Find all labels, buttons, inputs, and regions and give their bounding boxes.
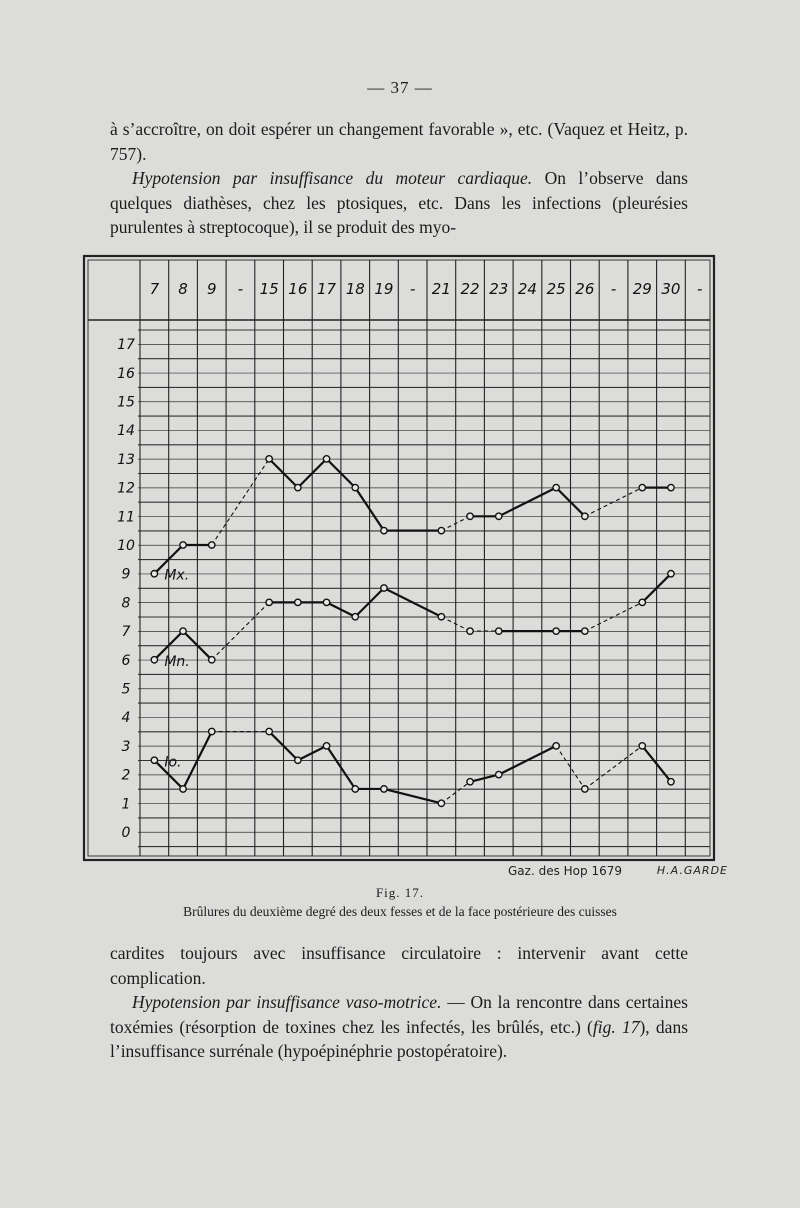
x-tick-label: 26 bbox=[575, 280, 595, 298]
data-point-mx bbox=[553, 484, 559, 490]
data-point-io bbox=[209, 728, 215, 734]
x-tick-label: - bbox=[409, 280, 416, 298]
x-tick-label: 23 bbox=[489, 280, 509, 298]
y-tick-label: 10 bbox=[117, 538, 135, 554]
x-tick-label: 24 bbox=[517, 280, 537, 298]
data-point-mn bbox=[180, 628, 186, 634]
x-tick-label: 15 bbox=[259, 280, 279, 298]
y-tick-label: 4 bbox=[121, 710, 131, 727]
y-tick-label: 3 bbox=[121, 738, 131, 755]
data-point-io bbox=[496, 771, 502, 777]
y-tick-label: 13 bbox=[117, 451, 135, 468]
y-tick-label: 1 bbox=[121, 796, 131, 813]
data-point-mx bbox=[381, 527, 387, 533]
series-label-io: Io. bbox=[164, 754, 182, 771]
y-tick-label: 15 bbox=[117, 394, 135, 411]
data-point-mx bbox=[151, 571, 157, 577]
top-line-2: (Vaquez et Heitz, p. 757). bbox=[110, 119, 688, 164]
x-tick-label: - bbox=[610, 280, 617, 298]
data-point-mn bbox=[639, 599, 645, 605]
data-point-mn bbox=[151, 657, 157, 663]
data-point-mn bbox=[668, 571, 674, 577]
top-paragraph bbox=[110, 117, 688, 240]
x-tick-label: 29 bbox=[632, 280, 652, 298]
data-point-mx bbox=[582, 513, 588, 519]
data-point-io bbox=[352, 786, 358, 792]
bottom-line-1: cardites toujours avec insuffisance circulatoire : intervenir avant cette complication. bbox=[110, 943, 688, 988]
y-tick-label: 0 bbox=[121, 825, 131, 841]
figure-reference: fig. 17 bbox=[592, 1016, 640, 1037]
data-point-mn bbox=[352, 614, 358, 620]
data-point-io bbox=[438, 800, 444, 806]
series-segment-io bbox=[384, 789, 441, 803]
credit-source: Gaz. des Hop 1679 bbox=[508, 864, 622, 878]
data-point-mx bbox=[668, 484, 674, 490]
bottom-text-2: ), dans l’insuffisance surrénale (hypoépinéphrie postopératoire). bbox=[110, 1016, 689, 1061]
y-tick-label: 7 bbox=[121, 624, 131, 641]
x-tick-label: 18 bbox=[345, 280, 365, 298]
data-point-mx bbox=[323, 456, 329, 462]
data-point-mn bbox=[209, 657, 215, 663]
data-point-io bbox=[323, 743, 329, 749]
section-heading-vaso-motrice: Hypotension par insuffisance vaso-motrice. bbox=[132, 992, 442, 1012]
data-point-mn bbox=[295, 599, 301, 605]
series-label-mn: Mn. bbox=[164, 653, 190, 670]
x-tick-label: 21 bbox=[431, 280, 451, 298]
bottom-paragraph bbox=[110, 941, 688, 1064]
data-point-mx bbox=[180, 542, 186, 548]
top-line-1: à s’accroître, on doit espérer un changement favorable », etc. bbox=[110, 119, 543, 139]
top-line-3: On l’observe dans quelques diathèses, chez les ptosiques, etc. Dans les infections (pleurésies purulentes à streptocoque), il se produit des myo- bbox=[110, 168, 688, 237]
data-point-io bbox=[295, 757, 301, 763]
series-segment-io bbox=[585, 746, 642, 789]
data-point-io bbox=[151, 757, 157, 763]
x-tick-label: 8 bbox=[178, 280, 188, 298]
data-point-io bbox=[180, 786, 186, 792]
page-number: — 37 — bbox=[367, 78, 433, 97]
y-tick-label: 12 bbox=[117, 480, 135, 497]
section-heading-cardiaque: Hypotension par insuffisance du moteur cardiaque. bbox=[132, 168, 533, 188]
data-point-mn bbox=[496, 628, 502, 634]
y-tick-label: 14 bbox=[117, 423, 135, 440]
y-tick-label: 2 bbox=[121, 767, 131, 784]
data-point-io bbox=[582, 786, 588, 792]
x-tick-label: - bbox=[696, 280, 703, 298]
data-point-mn bbox=[553, 628, 559, 634]
data-point-mn bbox=[438, 614, 444, 620]
y-tick-label: 17 bbox=[117, 337, 135, 354]
figure-credit bbox=[508, 864, 728, 878]
data-point-mn bbox=[266, 599, 272, 605]
x-tick-label: - bbox=[237, 280, 244, 298]
y-tick-label: 16 bbox=[117, 365, 135, 382]
data-point-mn bbox=[323, 599, 329, 605]
data-point-mn bbox=[381, 585, 387, 591]
x-tick-label: 17 bbox=[317, 280, 337, 298]
data-point-io bbox=[553, 743, 559, 749]
data-point-mx bbox=[467, 513, 473, 519]
data-point-mx bbox=[352, 484, 358, 490]
data-point-io bbox=[266, 728, 272, 734]
data-point-mx bbox=[266, 456, 272, 462]
data-point-io bbox=[467, 779, 473, 785]
data-point-mx bbox=[438, 527, 444, 533]
x-tick-label: 7 bbox=[149, 280, 160, 298]
x-tick-label: 25 bbox=[546, 280, 566, 298]
figure-caption: Brûlures du deuxième degré des deux fesses et de la face postérieure des cuisses bbox=[183, 904, 617, 919]
bottom-text: — On la rencontre dans certaines toxémies (résorption de toxines chez les infectés, les brûlés, etc.) ( bbox=[110, 992, 688, 1037]
data-point-mn bbox=[582, 628, 588, 634]
y-tick-label: 5 bbox=[121, 681, 131, 698]
blood-pressure-chart bbox=[82, 254, 718, 866]
data-point-mx bbox=[295, 484, 301, 490]
series-label-mx: Mx. bbox=[164, 567, 190, 584]
x-tick-label: 30 bbox=[661, 280, 681, 298]
y-tick-label: 8 bbox=[121, 595, 131, 612]
data-point-mx bbox=[209, 542, 215, 548]
data-point-io bbox=[639, 743, 645, 749]
x-tick-label: 22 bbox=[460, 280, 480, 298]
y-tick-label: 9 bbox=[121, 566, 131, 583]
data-point-io bbox=[381, 786, 387, 792]
x-tick-label: 16 bbox=[288, 280, 308, 298]
figure-label: Fig. 17. bbox=[375, 885, 425, 900]
x-tick-label: 19 bbox=[374, 280, 394, 298]
y-tick-label: 6 bbox=[121, 652, 131, 669]
data-point-mx bbox=[639, 484, 645, 490]
y-tick-label: 11 bbox=[117, 509, 135, 526]
credit-artist: H.A.GARDE bbox=[656, 864, 728, 877]
data-point-io bbox=[668, 779, 674, 785]
x-tick-label: 9 bbox=[206, 280, 217, 298]
data-point-mx bbox=[496, 513, 502, 519]
data-point-mn bbox=[467, 628, 473, 634]
